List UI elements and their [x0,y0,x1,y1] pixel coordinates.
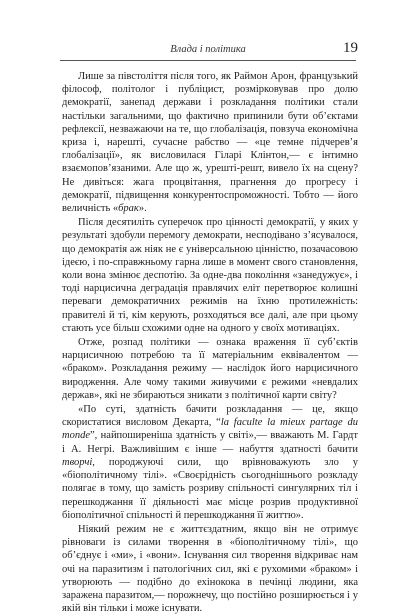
italic-text: брак [118,203,139,215]
page-number: 19 [343,40,358,56]
text-segment: Ніякий режим не є життєздатним, якщо він не отримує рівноваги із силами творення в «біополітичному тілі», що об’єднує і «ми», і «вони». Існування сил творення відкриває нам очі на паразитизм і патологічних сил, які є рухомими «браком» і утворюють — подібно до ехінокока в печінці людини, яка заражена паразитом,— порожнечу, що постійно розширюється і у якій він тільки і може існувати. [62,523,358,615]
text-segment: Лише за півстоліття після того, як Раймон Арон, французький філософ, політолог і публіцист, розмірковував про долю демократії, занепад держави і розкладання політики стали настільки загальними, що фактично припинили бути об’єктами рефлексії, незважаючи на те, що глобалізація, повзуча економічна криза і, нарешті, сучасне рабство — «це темне підчерев’я глобалізації», як висловилася Гіларі Клінтон,— є інтимно взаємопов’язаними. Але що ж, урешті-решт, вивело їх на сцену? Не дивіться: жага процвітання, прагнення до прогресу і демократії, підвищення конкурентоспроможності. Тобто — його величність « [62,71,358,215]
text-segment: Після десятиліть суперечок про цінності демократії, у яких у результаті здобули перемогу демократи, несподівано з’ясувалося, що демократія аж ніяк не є універсальною цінністю, позачасовою ідеєю, і по-справжньому гарна лише в момент свого становлення, коли вона змінює деспотію. За одне-два покоління «занедужує», і тоді нарцисична деградація правлячих еліт перетворює колишні переваги демократичних режимів на їхню протилежність: правителі й ті, кім керують, розходяться все далі, але при цьому стають усе більш схожими одне на одного у своїх мотиваціях. [62,217,358,334]
paragraph [62,523,358,615]
header-rule [60,60,356,61]
paragraph [62,70,358,215]
italic-text: творчі [62,456,93,468]
text-segment: ». [138,203,147,215]
running-title: Влада і політика [170,44,246,55]
italic-text: la faculte la mieux partage du monde [62,417,358,442]
text-segment: Отже, розпад політики — ознака враження її суб’єктів нарцисичною потребою та її матеріальним еквівалентом — «браком». Розкладання режиму — наслідок його нарцисичного виродження. Але чому такими живучими є режими «невдалих держав», які не збираються зникати з політичної карти світу? [62,337,358,401]
text-segment: «По суті, здатність бачити розкладання — це, якщо скористатися висловом Декарта, “ [62,404,358,429]
paragraph [62,216,358,335]
text-segment: ”, найпоширеніша здатність у світі»,— вважають М. Гардт і А. Негрі. Важливішим є інше — набуття здатності бачити [62,430,358,455]
paragraph [62,403,358,522]
paragraph [62,336,358,402]
body-text [62,70,358,615]
text-segment: , породжуючі сили, що врівноважують зло у «біополітичному тілі». «Своєрідність сьогоднішнього розкладу полягає в тому, що замість розриву спільності сингулярних тіл і перешкоджання її діяльності має місце розрив продуктивної біополітичної спільності й перешкоджання її життю». [62,456,358,521]
